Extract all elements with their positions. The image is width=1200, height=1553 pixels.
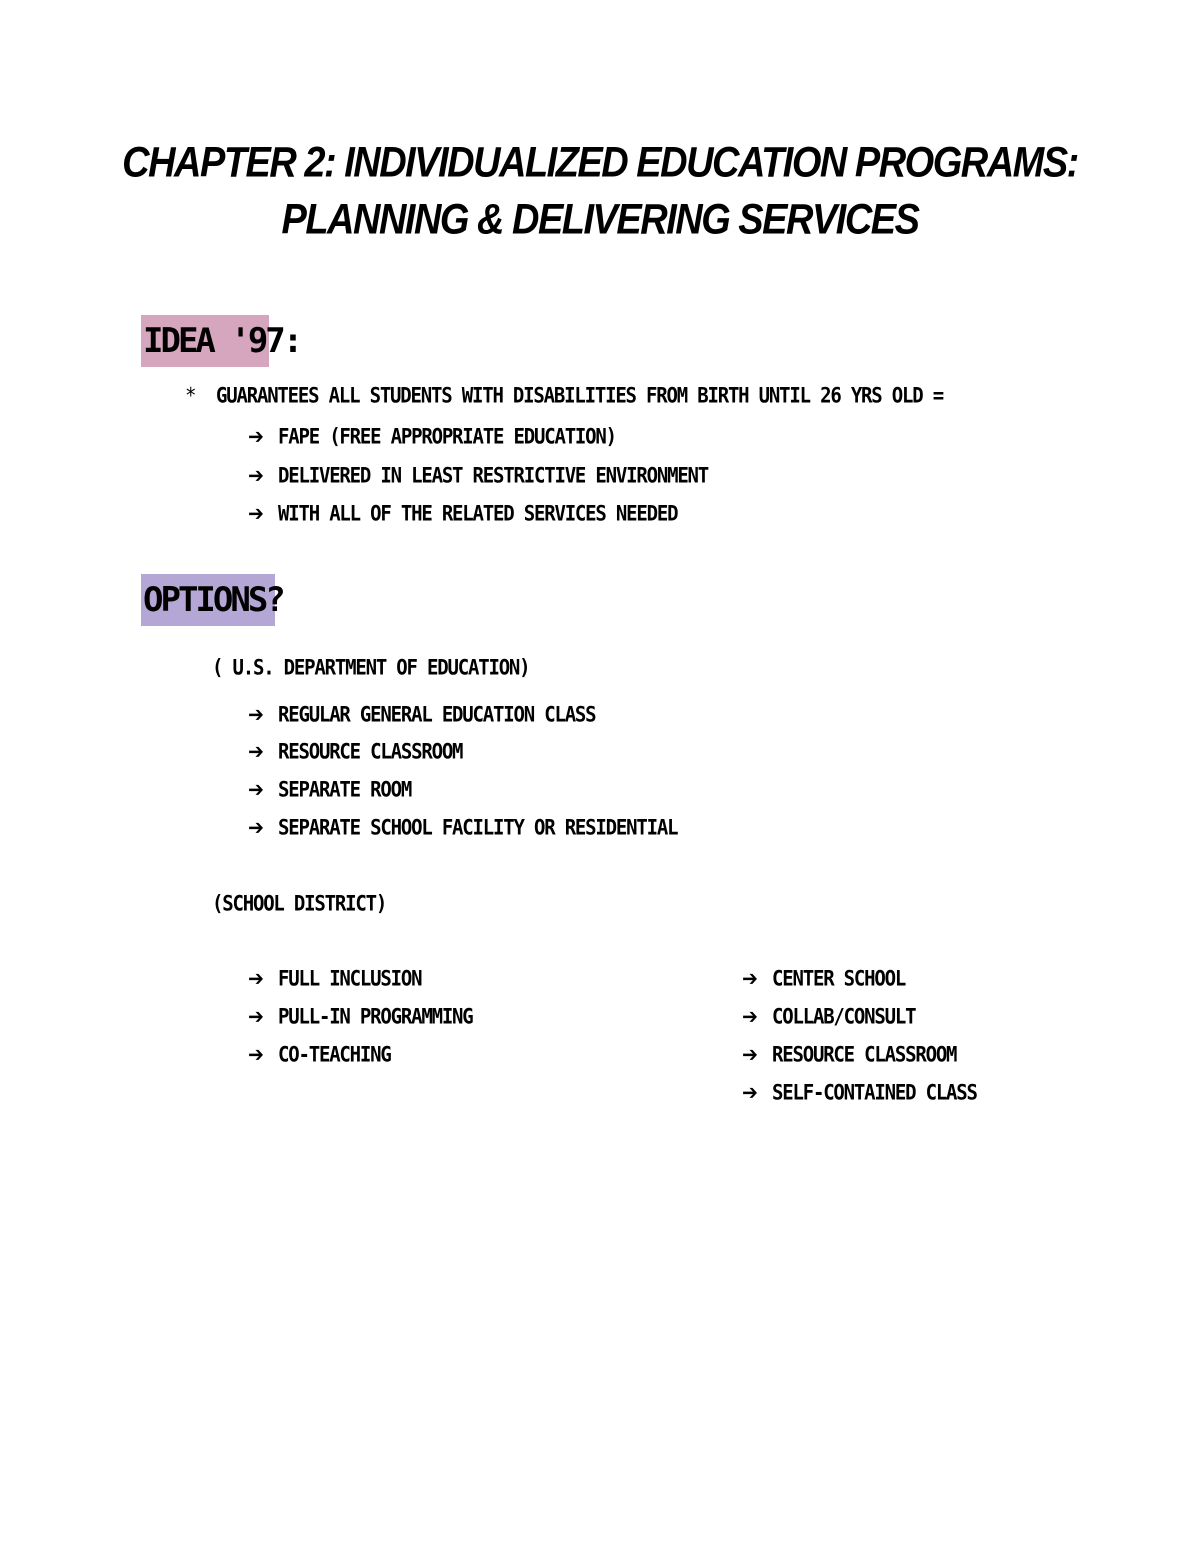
list-item-text: SEPARATE ROOM (278, 777, 412, 803)
list-item-text: RESOURCE CLASSROOM (772, 1042, 957, 1068)
list-item (742, 1041, 956, 1070)
bullet-star: * (186, 383, 196, 409)
list-item (248, 965, 421, 994)
arrow-right-icon: ➔ (248, 815, 264, 841)
arrow-right-icon: ➔ (742, 1004, 758, 1030)
arrow-right-icon: ➔ (248, 1042, 264, 1068)
list-item (248, 1041, 391, 1070)
idea-bullet (186, 382, 943, 411)
arrow-right-icon: ➔ (248, 739, 264, 765)
arrow-right-icon: ➔ (248, 702, 264, 728)
list-item (742, 1003, 915, 1032)
options-heading: OPTIONS? (141, 574, 275, 626)
list-item-text: DELIVERED IN LEAST RESTRICTIVE ENVIRONMENT (278, 463, 709, 489)
arrow-right-icon: ➔ (248, 966, 264, 992)
list-item-text: FAPE (FREE APPROPRIATE EDUCATION) (278, 424, 616, 450)
list-item-text: FULL INCLUSION (278, 966, 422, 992)
list-item-text: COLLAB/CONSULT (772, 1004, 916, 1030)
list-item (248, 462, 708, 491)
list-item-text: SEPARATE SCHOOL FACILITY OR RESIDENTIAL (278, 815, 678, 841)
page-title-line-1: CHAPTER 2: INDIVIDUALIZED EDUCATION PROGRAMS: (122, 139, 1078, 187)
list-item (248, 500, 677, 529)
idea-heading: IDEA '97: (141, 315, 269, 367)
list-item-text: CO-TEACHING (278, 1042, 391, 1068)
us-department-label: ( U.S. DEPARTMENT OF EDUCATION) (212, 655, 530, 681)
arrow-right-icon: ➔ (248, 463, 264, 489)
list-item-text: SELF-CONTAINED CLASS (772, 1080, 977, 1106)
arrow-right-icon: ➔ (248, 1004, 264, 1030)
arrow-right-icon: ➔ (248, 777, 264, 803)
arrow-right-icon: ➔ (248, 424, 264, 450)
arrow-right-icon: ➔ (248, 501, 264, 527)
list-item-text: RESOURCE CLASSROOM (278, 739, 463, 765)
list-item (248, 776, 411, 805)
list-item-text: PULL-IN PROGRAMMING (278, 1004, 473, 1030)
list-item-text: WITH ALL OF THE RELATED SERVICES NEEDED (278, 501, 678, 527)
page-title-line-2: PLANNING & DELIVERING SERVICES (281, 196, 919, 244)
list-item (248, 1003, 473, 1032)
list-item-text: CENTER SCHOOL (772, 966, 906, 992)
list-item (742, 1079, 977, 1108)
school-district-label: (SCHOOL DISTRICT) (212, 891, 387, 917)
list-item-text: REGULAR GENERAL EDUCATION CLASS (278, 702, 596, 728)
list-item (248, 814, 677, 843)
list-item (742, 965, 905, 994)
list-item (248, 423, 616, 452)
list-item (248, 701, 595, 730)
idea-bullet-text: GUARANTEES ALL STUDENTS WITH DISABILITIES FROM BIRTH UNTIL 26 YRS OLD = (216, 383, 943, 409)
arrow-right-icon: ➔ (742, 1080, 758, 1106)
arrow-right-icon: ➔ (742, 1042, 758, 1068)
arrow-right-icon: ➔ (742, 966, 758, 992)
list-item (248, 738, 462, 767)
